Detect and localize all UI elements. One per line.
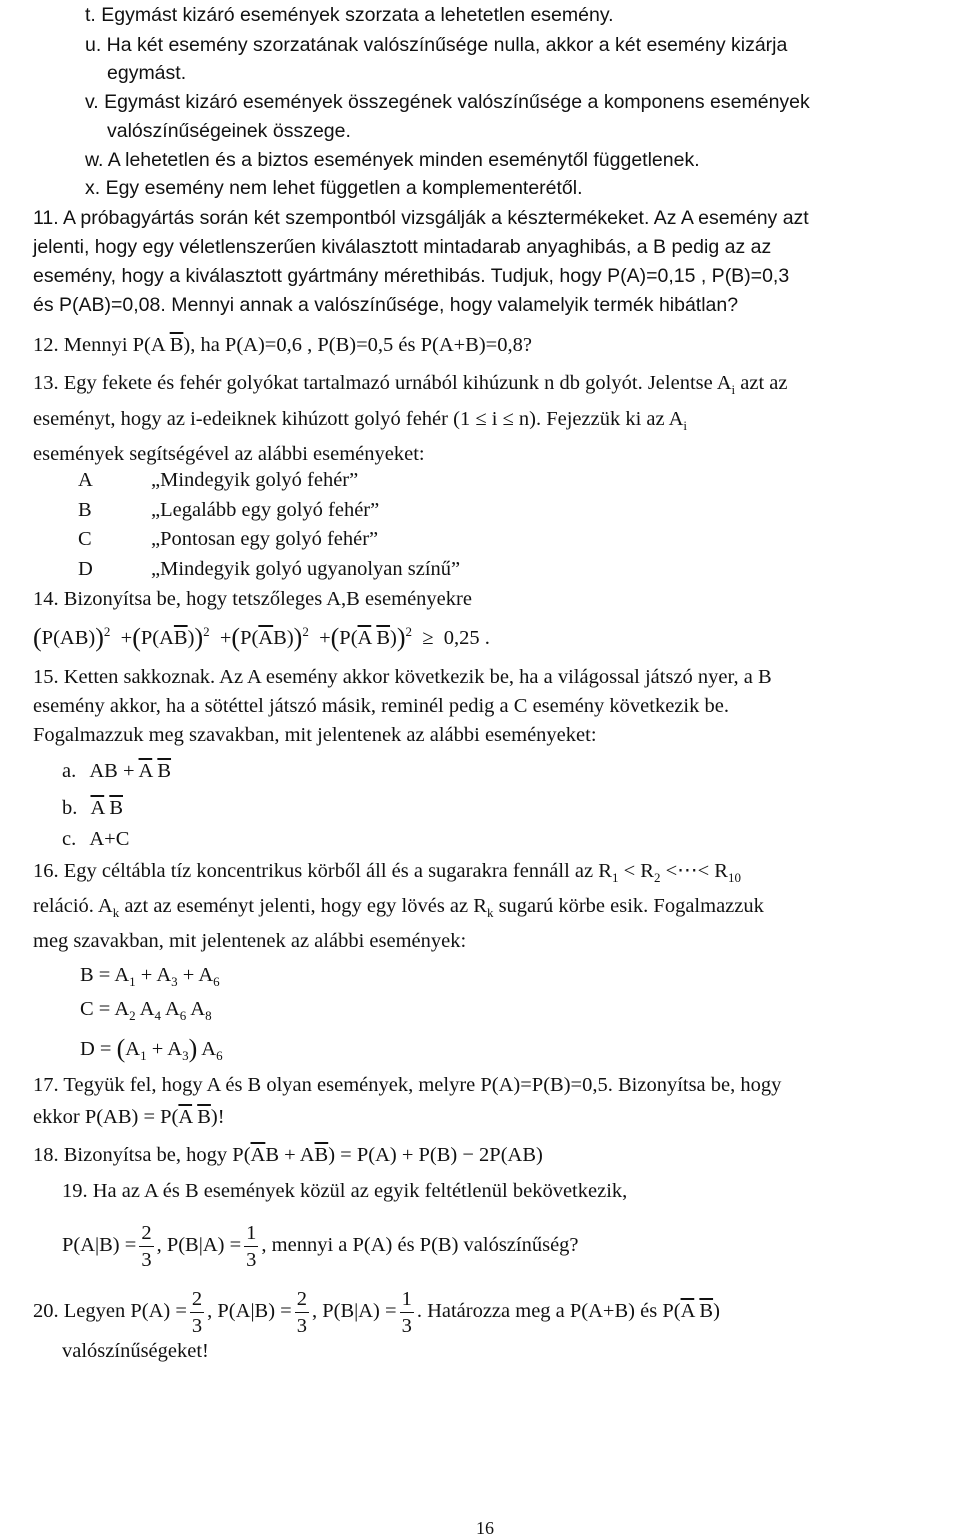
problem-16-line2: reláció. $A_k$ azt az eseményt jelenti, hogy egy lövés az $R_k$ sugarú körbe esik. Fogalmazzuk bbox=[33, 895, 764, 921]
problem-15-a: a. AB + $\overline{A}$ $\overline{B}$ bbox=[62, 760, 172, 782]
problem-15-line2: esemény akkor, ha a sötéttel játszó másik, reminél pedig a C esemény következik be. bbox=[33, 695, 729, 717]
item-t: t. Egymást kizáró események szorzata a lehetetlen esemény. bbox=[85, 4, 614, 26]
list-item-c-text: „Pontosan egy golyó fehér” bbox=[151, 528, 379, 550]
problem-16-line3: meg szavakban, mit jelentenek az alábbi események: bbox=[33, 930, 467, 952]
item-u-line1: u. Ha két esemény szorzatának valószínűsége nulla, akkor a két esemény kizárja bbox=[85, 34, 788, 56]
problem-14: 14. Bizonyítsa be, hogy tetszőleges A,B eseményekre bbox=[33, 588, 472, 610]
problem-11-line4: és P(AB)=0,08. Mennyi annak a valószínűsége, hogy valamelyik termék hibátlan? bbox=[33, 294, 739, 316]
problem-13-line1: 13. Egy fekete és fehér golyókat tartalmazó urnából kihúzunk n db golyót. Jelentse $A_i$ azt az bbox=[33, 372, 788, 398]
problem-13-line3: események segítségével az alábbi eseményeket: bbox=[33, 443, 425, 465]
problem-17-line1: 17. Tegyük fel, hogy A és B olyan események, melyre P(A)=P(B)=0,5. Bizonyítsa be, hogy bbox=[33, 1074, 782, 1096]
page-number: 16 bbox=[476, 1518, 494, 1538]
list-item-d-key: D bbox=[78, 558, 93, 580]
formula-14: $(P(AB))^2 +(P(A\overline{B}))^2 +(P(\overline{A}B))^2 +(P(\overline{A}$ $\overline{B}))^2 \ge 0,25$ . bbox=[33, 623, 490, 652]
list-item-b-key: B bbox=[78, 499, 92, 521]
problem-11-line1: 11. A próbagyártás során két szempontból vizsgálják a késztermékeket. Az A esemény azt bbox=[33, 207, 809, 229]
problem-15-line1: 15. Ketten sakkoznak. Az A esemény akkor következik be, ha a világossal játszó nyer, a B bbox=[33, 666, 772, 688]
problem-15-b: b. $\overline{A}$ $\overline{B}$ bbox=[62, 797, 123, 819]
problem-16-line1: 16. Egy céltábla tíz koncentrikus körből áll és a sugarakra fennáll az $R_1 < R_2$ <⋯< $R_{10}$ bbox=[33, 860, 741, 886]
formula-16-d: $D = (A_1 + A_3)$ $A_6$ bbox=[80, 1034, 223, 1064]
problem-15-c: c. A+C bbox=[62, 828, 130, 850]
problem-20-line1: 20. Legyen P(A) = $\frac{2}{3}$ , P(A|B) = $\frac{2}{3}$ , P(B|A) = $\frac{1}{3}$ . Határozza meg a P(A+B) és $P(\overline{A}$ $\overline{B}$) bbox=[33, 1288, 720, 1337]
problem-11-line2: jelenti, hogy egy véletlenszerűen kiválasztott mintadarab anyaghibás, a B pedig az az bbox=[33, 236, 772, 258]
list-item-c-key: C bbox=[78, 528, 92, 550]
problem-13-line2: eseményt, hogy az i-edeiknek kihúzott golyó fehér (1 ≤ i ≤ n). Fejezzük ki az $A_i$ bbox=[33, 408, 688, 434]
item-v-line2: valószínűségeinek összege. bbox=[107, 120, 351, 142]
formula-16-c: $C = A_2$ $A_4$ $A_6$ $A_8$ bbox=[80, 998, 212, 1024]
item-u-line2: egymást. bbox=[107, 62, 187, 84]
problem-20-line2: valószínűségeket! bbox=[62, 1340, 209, 1362]
problem-15-line3: Fogalmazzuk meg szavakban, mit jelentenek az alábbi eseményeket: bbox=[33, 724, 597, 746]
list-item-a-text: „Mindegyik golyó fehér” bbox=[151, 469, 359, 491]
list-item-a-key: A bbox=[78, 469, 93, 491]
problem-18: 18. Bizonyítsa be, hogy $P(\overline{A}B + A\overline{B}) = P(A) + P(B) - 2P(AB)$ bbox=[33, 1144, 543, 1166]
problem-17-line2: ekkor $P(AB) = P(\overline{A}$ $\overline{B}$)! bbox=[33, 1106, 225, 1128]
list-item-d-text: „Mindegyik golyó ugyanolyan színű” bbox=[151, 558, 461, 580]
problem-19-line2: P(A|B) = $\frac{2}{3}$ , P(B|A) = $\frac{1}{3}$ , mennyi a P(A) és P(B) valószínűség? bbox=[62, 1222, 579, 1271]
item-v-line1: v. Egymást kizáró események összegének valószínűsége a komponens események bbox=[85, 91, 810, 113]
item-w: w. A lehetetlen és a biztos események minden eseménytől függetlenek. bbox=[85, 149, 700, 171]
formula-p-a-bbar: P(A $\overline{B}$) bbox=[132, 334, 191, 356]
problem-12: 12. Mennyi P(A $\overline{B}$), ha P(A)=0,6 , P(B)=0,5 és P(A+B)=0,8? bbox=[33, 334, 532, 356]
list-item-b-text: „Legalább egy golyó fehér” bbox=[151, 499, 380, 521]
problem-11-line3: esemény, hogy a kiválasztott gyártmány mérethibás. Tudjuk, hogy P(A)=0,15 , P(B)=0,3 bbox=[33, 265, 790, 287]
problem-19-line1: 19. Ha az A és B események közül az egyik feltétlenül bekövetkezik, bbox=[62, 1180, 628, 1202]
formula-16-b: $B = A_1 + A_3 + A_6$ bbox=[80, 964, 220, 990]
item-x: x. Egy esemény nem lehet független a komplementerétől. bbox=[85, 177, 583, 199]
